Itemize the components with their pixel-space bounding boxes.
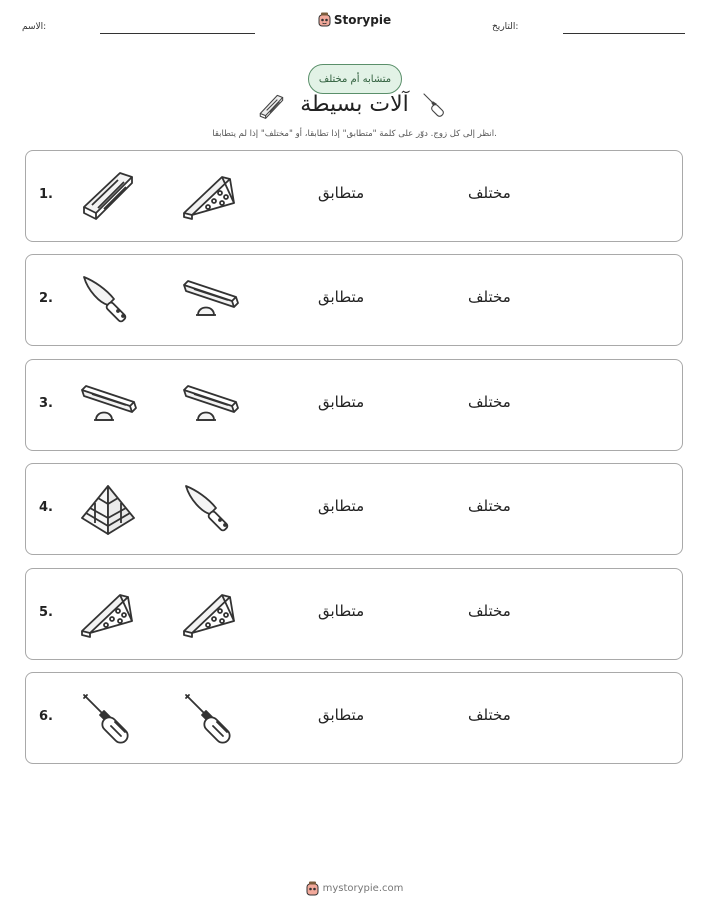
wedge-icon	[180, 167, 240, 227]
option-same[interactable]: متطابق	[318, 706, 365, 724]
lever-icon	[78, 376, 138, 436]
plank-icon	[78, 167, 138, 227]
option-same[interactable]: متطابق	[318, 601, 365, 620]
row-number: 4.	[39, 500, 53, 516]
option-same[interactable]: متطابق	[318, 184, 365, 202]
exercise-row	[25, 463, 683, 555]
row-number: 3.	[39, 395, 53, 411]
row-number: 5.	[39, 604, 53, 620]
option-different[interactable]: مختلف	[468, 497, 511, 516]
option-different[interactable]: مختلف	[468, 706, 511, 724]
storypie-footer-logo-icon	[306, 881, 319, 896]
exercise-row	[25, 150, 683, 242]
exercise-row	[25, 359, 683, 451]
option-different[interactable]: مختلف	[468, 288, 511, 307]
exercise-row	[25, 568, 683, 660]
wedge-icon	[180, 585, 240, 645]
exercise-row	[25, 254, 683, 346]
footer-url[interactable]: mystorypie.com	[322, 883, 404, 894]
lever-icon	[180, 271, 240, 331]
row-number: 2.	[39, 291, 53, 307]
screwdriver-icon	[78, 689, 138, 749]
page-title: آلات بسيطة	[300, 92, 409, 117]
screwdriver-icon	[180, 689, 240, 749]
brand-name: Storypie	[333, 12, 392, 27]
option-different[interactable]: مختلف	[468, 601, 511, 620]
option-different[interactable]: مختلف	[468, 392, 511, 411]
option-same[interactable]: متطابق	[318, 392, 365, 411]
option-different[interactable]: مختلف	[468, 184, 511, 202]
footer	[0, 881, 709, 899]
row-number: 1.	[39, 187, 53, 202]
date-label: التاريخ:	[492, 22, 519, 32]
instructions: انظر إلى كل زوج. دوّر على كلمة "متطابق" إذا تطابقا، أو "مختلف" إذا لم يتطابقا.	[212, 129, 497, 139]
wedge-icon	[78, 585, 138, 645]
knife-icon	[78, 271, 138, 331]
lever-icon	[180, 376, 240, 436]
name-line[interactable]	[100, 33, 255, 34]
brand	[0, 12, 709, 30]
option-same[interactable]: متطابق	[318, 497, 365, 516]
name-label: الاسم:	[22, 22, 47, 32]
storypie-logo-icon	[318, 12, 331, 27]
date-line[interactable]	[563, 33, 685, 34]
exercise-row	[25, 672, 683, 764]
screwdriver-title-icon	[420, 90, 450, 120]
option-same[interactable]: متطابق	[318, 288, 365, 307]
pyramid-icon	[78, 480, 138, 540]
worksheet-type-badge: متشابه أم مختلف	[308, 64, 402, 94]
row-number: 6.	[39, 709, 53, 724]
knife-icon	[180, 480, 240, 540]
